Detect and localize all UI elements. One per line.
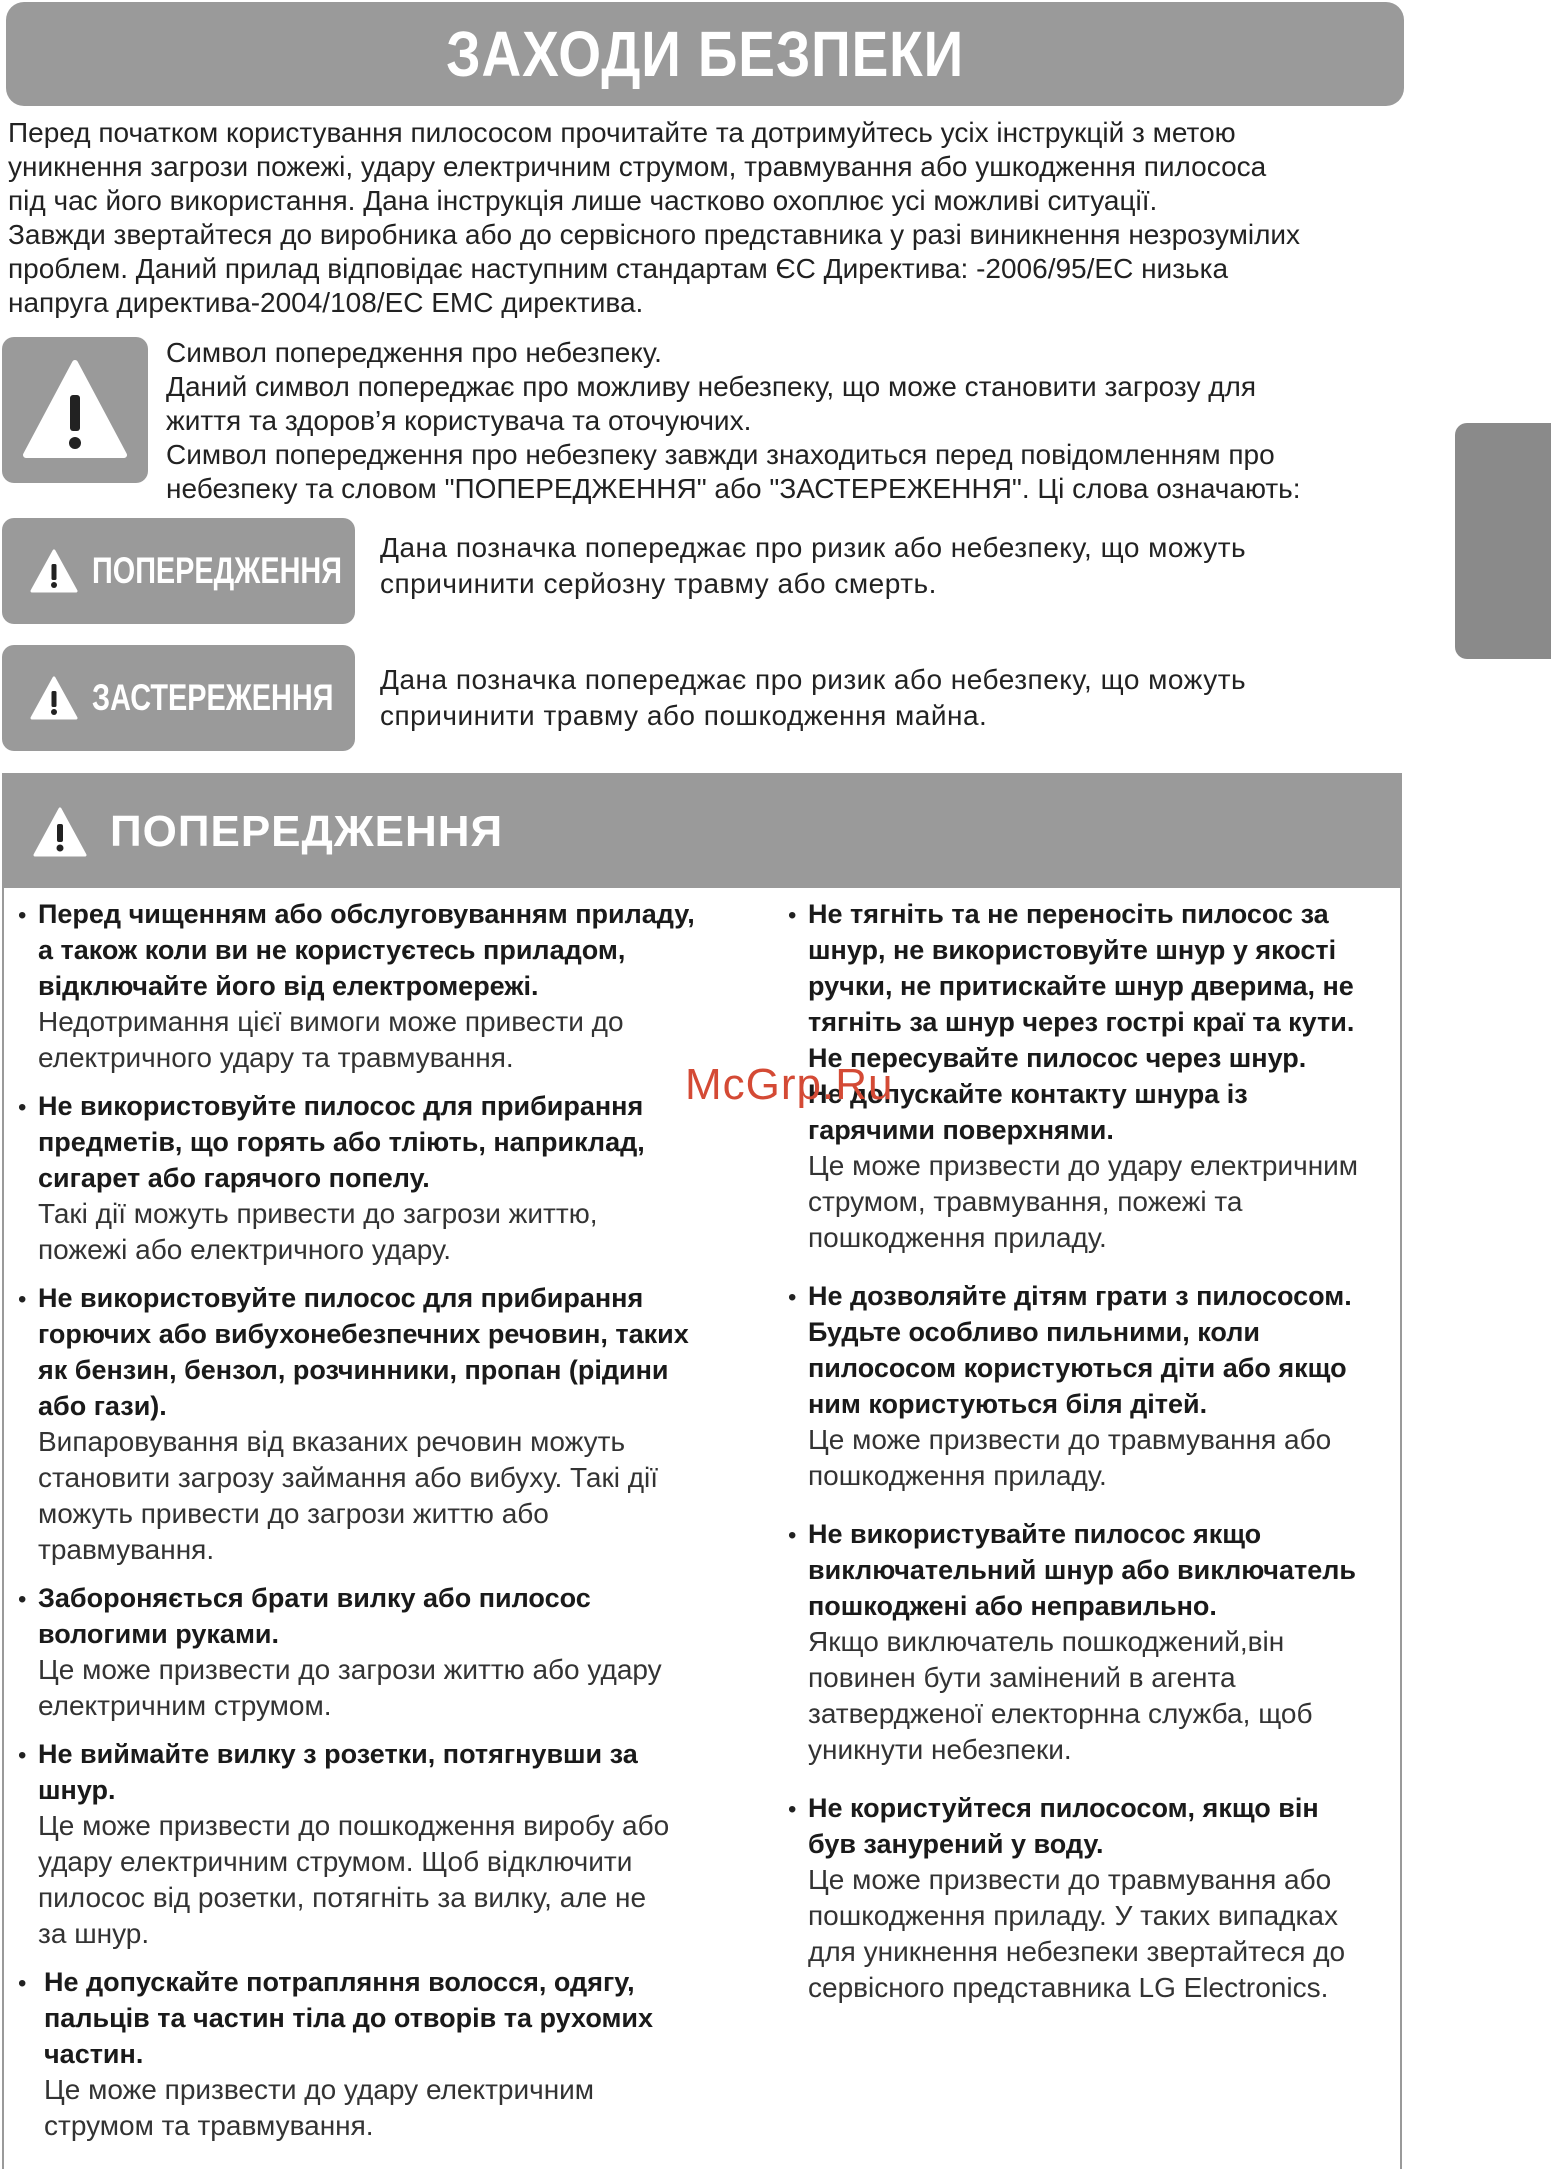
item-note-line: за шнур. [38,1918,150,1949]
bullet: • [18,1586,27,1613]
title-bar [6,2,1404,106]
item-heading-line: предметів, що горять або тліють, наприклад, [38,1127,645,1157]
item-heading-line: пошкоджені або неправильно. [808,1591,1217,1621]
intro-line: Завжди звертайтеся до виробника або до сервісного представника у разі виникнення незрозумілих [8,219,1301,250]
item-heading-line: Не виймайте вилку з розетки, потягнувши за [38,1739,638,1769]
badge-caution-description [380,662,1380,734]
page-title: ЗАХОДИ БЕЗПЕКИ [446,18,964,90]
badge-desc-line: Дана позначка попереджає про ризик або небезпеку, що можуть [380,664,1247,695]
side-tab [1455,423,1551,659]
bullet: • [18,902,27,929]
item-note-line: становити загрозу займання або вибуху. Такі дії [38,1462,659,1493]
intro-line: Перед початком користування пилососом прочитайте та дотримуйтесь усіх інструкцій з метою [8,117,1236,148]
item-note-line: затвердженої електорнна служба, щоб [808,1698,1313,1729]
item-heading-line: виключательний шнур або виключатель [808,1555,1356,1585]
item-heading-line: тягніть за шнур через гострі краї та кути. [808,1007,1355,1037]
badge-label: ПОПЕРЕДЖЕННЯ [92,550,343,591]
item-note-line: Це може призвести до пошкодження виробу або [38,1810,670,1841]
list-item [18,1280,758,1568]
item-heading-line: був занурений у воду. [808,1829,1104,1859]
item-heading-line: Перед чищенням або обслуговуванням приладу, [38,899,695,929]
item-note-line: електричним струмом. [38,1690,332,1721]
item-heading-line: вологими руками. [38,1619,280,1649]
bullet: • [18,1970,27,1997]
item-note-line: пошкодження приладу. У таких випадках [808,1900,1338,1931]
bullet: • [18,1742,27,1769]
item-note-line: повинен бути замінений в агента [808,1662,1236,1693]
item-heading-line: Не допускайте потрапляння волосся, одягу, [44,1967,635,1997]
item-heading-line: Не тягніть та не переносіть пилосос за [808,899,1329,929]
intro-paragraph [8,116,1404,320]
bullet: • [18,1286,27,1313]
bullet: • [788,1284,797,1311]
item-heading-line: шнур, не використовуйте шнур у якості [808,935,1337,965]
warning-symbol-box [2,337,148,483]
item-heading-line: горючих або вибухонебезпечних речовин, таких [38,1319,689,1349]
badge-desc-line: спричинити травму або пошкодження майна. [380,700,988,731]
intro-line: під час його використання. Дана інструкція лише частково охоплює усі можливі ситуації. [8,185,1158,216]
item-heading-line: або гази). [38,1391,167,1421]
item-note-line: травмування. [38,1534,215,1565]
item-heading-line: Не допускайте контакту шнура із [808,1079,1248,1109]
warning-triangle-icon [32,806,88,858]
item-note-line: електричного удару та травмування. [38,1042,514,1073]
symbol-line: небезпеку та словом "ПОПЕРЕДЖЕННЯ" або "ЗАСТЕРЕЖЕННЯ". Ці слова означають: [166,473,1301,504]
item-note-line: Це може призвести до удару електричним [808,1150,1359,1181]
item-heading-line: ним користуються біля дітей. [808,1389,1208,1419]
warning-panel-header [4,775,1400,888]
item-note-line: Це може призвести до травмування або [808,1424,1332,1455]
item-note-line: Такі дії можуть привести до загрози життю, [38,1198,598,1229]
item-note-line: пилосос від розетки, потягніть за вилку, але не [38,1882,647,1913]
item-heading-line: Забороняється брати вилку або пилосос [38,1583,591,1613]
item-note-line: струмом та травмування. [44,2110,374,2141]
item-note-line: Це може призвести до удару електричним [44,2074,595,2105]
list-item [788,1790,1402,2006]
intro-line: проблем. Даний прилад відповідає наступним стандартам ЄС Директива: -2006/95/EC низька [8,253,1229,284]
warning-panel-title: ПОПЕРЕДЖЕННЯ [110,806,504,856]
item-heading-line: Не пересувайте пилосос через шнур. [808,1043,1307,1073]
item-note-line: струмом, травмування, пожежі та [808,1186,1243,1217]
list-item [788,1516,1402,1768]
item-note-line: можуть привести до загрози життю або [38,1498,549,1529]
bullet: • [788,1522,797,1549]
item-heading-line: пилососом користуються діти або якщо [808,1353,1347,1383]
item-heading-line: Не використувайте пилосос якщо [808,1519,1262,1549]
list-item [18,1088,758,1268]
item-heading-line: Не дозволяйте дітям грати з пилососом. [808,1281,1352,1311]
item-note-line: уникнути небезпеки. [808,1734,1072,1765]
item-note-line: Якщо виключатель пошкоджений,він [808,1626,1285,1657]
item-note-line: пошкодження приладу. [808,1222,1107,1253]
item-heading-line: Не використовуйте пилосос для прибирання [38,1091,644,1121]
symbol-line: Символ попередження про небезпеку. [166,337,662,368]
item-note-line: Випаровування від вказаних речовин можуть [38,1426,626,1457]
watermark: McGrp.Ru [685,1060,894,1109]
symbol-line: Символ попередження про небезпеку завжди знаходиться перед повідомленням про [166,439,1275,470]
item-heading-line: частин. [44,2039,144,2069]
badge-desc-line: Дана позначка попереджає про ризик або небезпеку, що можуть [380,532,1247,563]
list-item [18,1580,758,1724]
intro-line: напруга директива-2004/108/EC EMC директива. [8,287,644,318]
item-note-line: пожежі або електричного удару. [38,1234,452,1265]
item-note-line: Недотримання цієї вимоги може привести до [38,1006,624,1037]
item-note-line: Це може призвести до травмування або [808,1864,1332,1895]
item-note-line: пошкодження приладу. [808,1460,1107,1491]
warning-triangle-icon [30,675,78,721]
item-heading-line: відключайте його від електромережі. [38,971,539,1001]
badge-desc-line: спричинити серйозну травму або смерть. [380,568,937,599]
item-heading-line: шнур. [38,1775,116,1805]
list-item [18,1736,758,1952]
bullet: • [788,902,797,929]
item-note-line: для уникнення небезпеки звертайтеся до [808,1936,1346,1967]
list-item [18,1964,758,2144]
list-item [788,1278,1402,1494]
item-heading-line: пальців та частин тіла до отворів та рухомих [44,2003,654,2033]
item-note-line: сервісного представника LG Electronics. [808,1972,1329,2003]
symbol-description [166,336,1406,506]
item-heading-line: як бензин, бензол, розчинники, пропан (рідини [38,1355,669,1385]
item-heading-line: а також коли ви не користуєтесь приладом, [38,935,626,965]
item-note-line: удару електричним струмом. Щоб відключити [38,1846,633,1877]
badge-label: ЗАСТЕРЕЖЕННЯ [92,677,334,718]
bullet: • [788,1796,797,1823]
item-heading-line: Не користуйтеся пилососом, якщо він [808,1793,1319,1823]
symbol-line: Даний символ попереджає про можливу небезпеку, що може становити загрозу для [166,371,1257,402]
item-heading-line: ручки, не притискайте шнур дверима, не [808,971,1354,1001]
bullet: • [18,1094,27,1121]
warning-list-left [18,896,758,2156]
item-heading-line: гарячими поверхнями. [808,1115,1114,1145]
warning-triangle-icon [30,548,78,594]
badge-warning-description [380,530,1380,602]
list-item [18,896,758,1076]
symbol-line: життя та здоров’я користувача та оточуючих. [166,405,752,436]
item-heading-line: сигарет або гарячого попелу. [38,1163,430,1193]
item-heading-line: Будьте особливо пильними, коли [808,1317,1260,1347]
badge-warning [2,518,355,624]
intro-line: уникнення загрози пожежі, удару електричним струмом, травмування або ушкодження пилососа [8,151,1267,182]
item-heading-line: Не використовуйте пилосос для прибирання [38,1283,644,1313]
warning-triangle-icon [20,355,130,465]
badge-caution [2,645,355,751]
item-note-line: Це може призвести до загрози життю або удару [38,1654,662,1685]
